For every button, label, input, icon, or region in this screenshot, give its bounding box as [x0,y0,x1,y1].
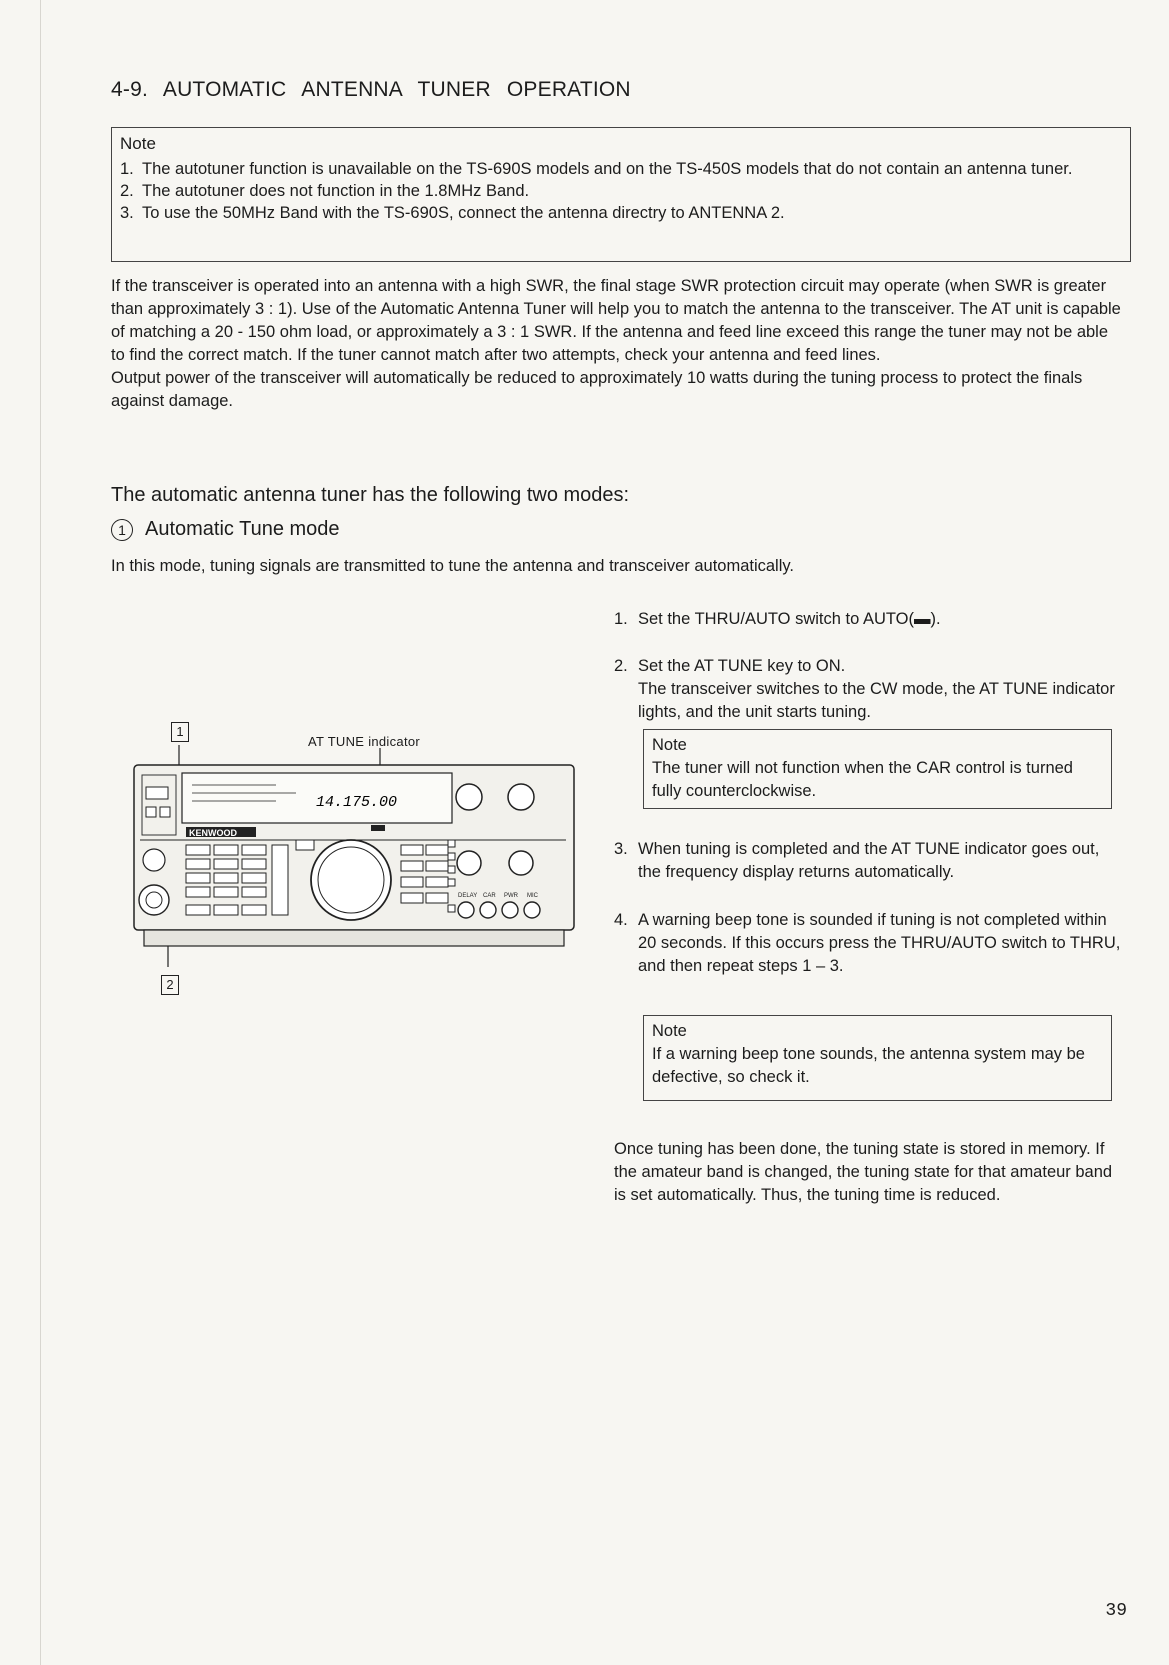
mode-key [296,840,314,850]
step-3: 3. When tuning is completed and the AT TUNE indicator goes out, the frequency display returns automatically. [614,840,1100,881]
at-tune-indicator [371,825,385,831]
mic-connector [139,885,169,915]
svg-text:MIC: MIC [527,893,538,899]
ritxit-knob [457,851,481,875]
key-button [160,807,170,817]
step-1: 1. Set the THRU/AUTO switch to AUTO(▬). [614,610,941,628]
page-number: 39 [1105,1601,1127,1621]
keypad [186,845,288,915]
output-paragraph: Output power of the transceiver will automatically be reduced to approximately 10 watts during the tuning process to protect the finals against damage. [111,369,1083,410]
step-4: 4. A warning beep tone is sounded if tuning is not completed within 20 seconds. If this occurs press the THRU/AUTO switch to THRU, and then repeat steps 1 – 3. [614,911,1121,975]
frequency-display: 14.175.00 [316,794,398,811]
note-item: 2. The autotuner does not function in the 1.8MHz Band. [120,182,530,200]
note-list [112,158,1130,224]
mode1-title: 1 Automatic Tune mode [111,518,340,541]
mode1-description: In this mode, tuning signals are transmitted to tune the antenna and transceiver automatically. [111,557,795,575]
svg-text:CAR: CAR [483,893,496,899]
transceiver-figure [126,745,586,975]
modes-heading: The automatic antenna tuner has the following two modes: [111,484,630,506]
page-fold-line [40,0,41,1665]
af-rf-knob [456,784,482,810]
at-tune-indicator-label: AT TUNE indicator [308,734,421,749]
phones-jack [143,849,165,871]
section-heading: 4-9. AUTOMATIC ANTENNA TUNER OPERATION [111,78,631,101]
closing-paragraph: Once tuning has been done, the tuning state is stored in memory. If the amateur band is changed, the tuning state for that amateur band is set automatically. Thus, the tuning time is reduced. [614,1140,1113,1204]
svg-text:DELAY: DELAY [458,893,478,899]
note-item: 1. The autotuner function is unavailable on the TS-690S models and on the TS-450S models that do not contain an antenna tuner. [120,160,1073,178]
note-box-3: Note If a warning beep tone sounds, the antenna system may be defective, so check it. [643,1015,1112,1101]
intro-paragraph: If the transceiver is operated into an antenna with a high SWR, the final stage SWR protection circuit may operate (when SWR is greater than approximately 3 : 1). Use of the Automatic Antenna Tuner will help you to match the antenna to the transceiver. The AT unit is capable of matching a 20 - 150 ohm load, or approximately a 3 : 1 SWR. If the antenna and feed line exceed this range the tuner may not be able to find the correct match. If the tuner cannot match after two attempts, check your antenna and feed lines. Output power of the transceiver will automatically be reduced to approximately 10 watts during the tuning process to protect the finals against damage. [111,275,1121,413]
callout-2: 2 [161,975,179,995]
notch-knob [508,784,534,810]
step-2: 2. Set the AT TUNE key to ON. The transceiver switches to the CW mode, the AT TUNE indicator lights, and the unit starts tuning. [614,657,1115,721]
svg-text:PWR: PWR [504,893,518,899]
mode-number-badge: 1 [111,519,133,541]
chassis-base [144,930,564,946]
note-box-2: Note The tuner will not function when the CAR control is turned fully counterclockwise. [643,729,1112,809]
if-shift-knob [509,851,533,875]
main-tuning-knob [311,840,391,920]
brand-label: KENWOOD [189,828,237,838]
note-box-1 [111,127,1131,262]
callout-1: 1 [171,722,189,742]
note-item: 3. To use the 50MHz Band with the TS-690S, connect the antenna directry to ANTENNA 2. [120,204,785,222]
key-button [146,807,156,817]
note-title: Note [120,134,156,153]
power-switch [146,787,168,799]
